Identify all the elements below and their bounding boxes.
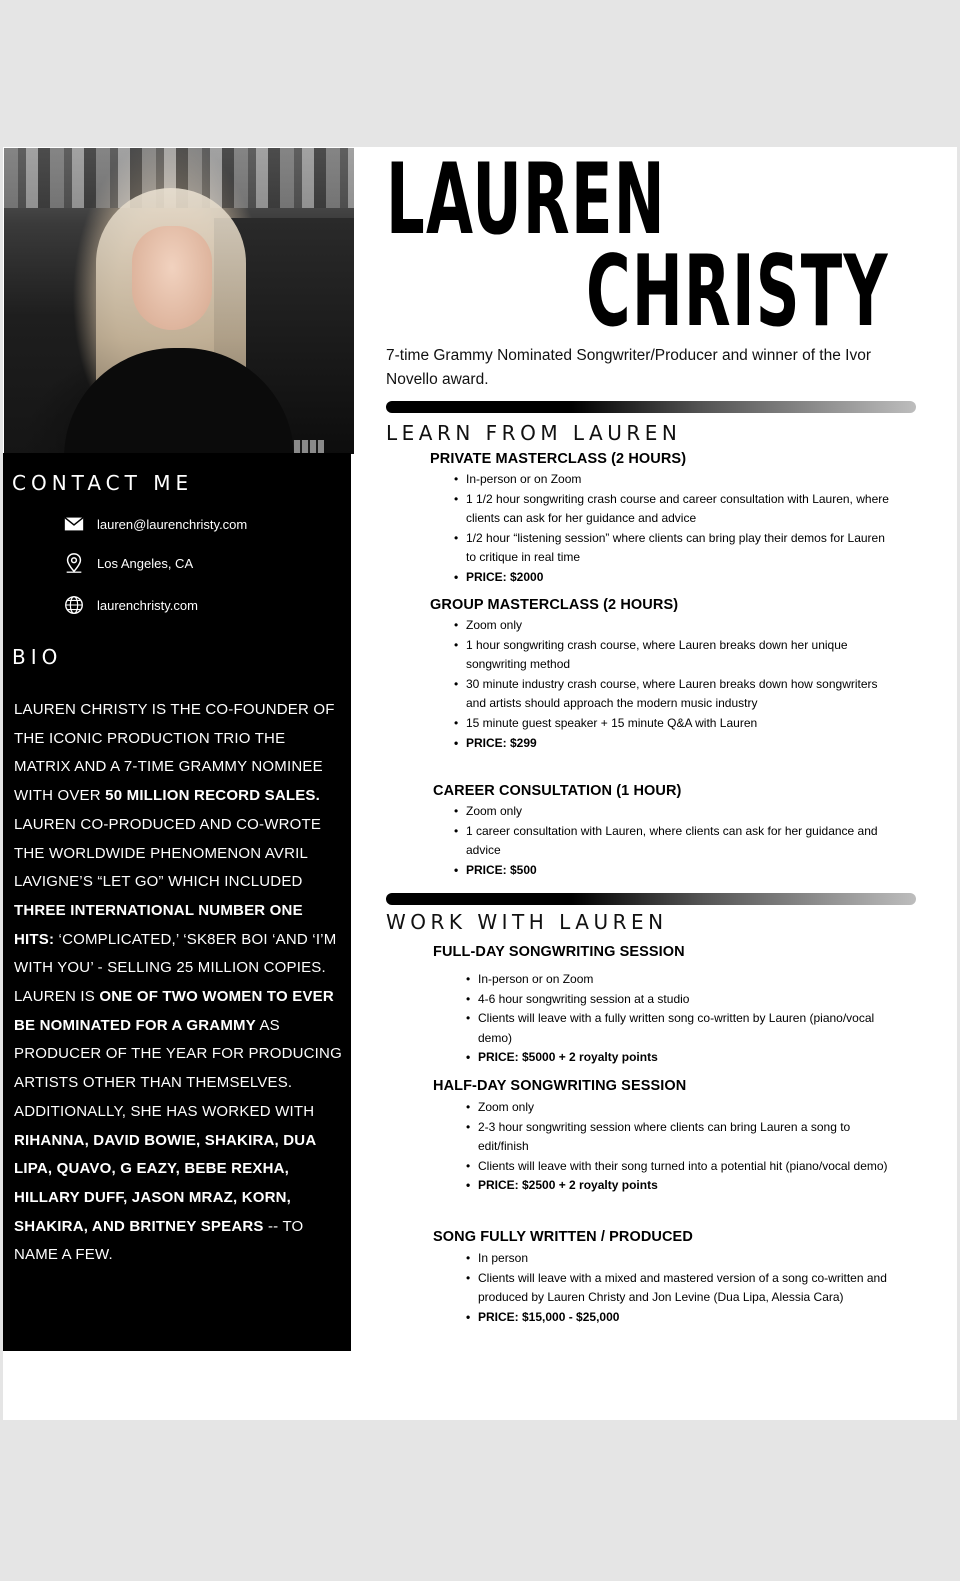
contact-email[interactable]: lauren@laurenchristy.com bbox=[97, 516, 248, 532]
offer-title: HALF-DAY SONGWRITING SESSION bbox=[433, 1078, 687, 1094]
name-first: LAUREN bbox=[386, 143, 666, 257]
contact-website-row[interactable] bbox=[63, 594, 198, 616]
offer-title: SONG FULLY WRITTEN / PRODUCED bbox=[433, 1229, 693, 1245]
tagline: 7-time Grammy Nominated Songwriter/Producer and winner of the Ivor Novello award. bbox=[386, 347, 872, 388]
list-item: • 4-6 hour songwriting session at a studio bbox=[478, 990, 893, 1010]
globe-icon bbox=[63, 594, 85, 616]
list-item: • Clients will leave with a fully written song co-written by Lauren (piano/vocal demo) bbox=[478, 1009, 893, 1048]
list-item: • Clients will leave with their song turned into a potential hit (piano/vocal demo) bbox=[478, 1157, 893, 1177]
list-item: • Zoom only bbox=[478, 1098, 893, 1118]
list-item: • 2-3 hour songwriting session where clients can bring Lauren a song to edit/finish bbox=[478, 1118, 893, 1157]
resume-page bbox=[3, 143, 957, 1420]
contact-heading: CONTACT ME bbox=[12, 471, 194, 495]
sidebar bbox=[3, 453, 351, 1351]
offer-group-masterclass bbox=[430, 597, 890, 753]
offer-career-consultation bbox=[433, 783, 893, 880]
contact-location: Los Angeles, CA bbox=[97, 555, 194, 571]
divider-bar bbox=[386, 893, 916, 905]
work-section-title: WORK WITH LAUREN bbox=[386, 910, 668, 934]
price: • PRICE: $2500 + 2 royalty points bbox=[478, 1176, 893, 1196]
price: • PRICE: $15,000 - $25,000 bbox=[478, 1308, 893, 1328]
list-item: • 15 minute guest speaker + 15 minute Q&A with Lauren bbox=[466, 714, 890, 734]
list-item: • In-person or on Zoom bbox=[478, 970, 893, 990]
price: • PRICE: $5000 + 2 royalty points bbox=[478, 1048, 893, 1068]
list-item: • 1/2 hour “listening session” where clients can bring play their demos for Lauren to critique in real time bbox=[466, 529, 890, 568]
offer-title: GROUP MASTERCLASS (2 HOURS) bbox=[430, 597, 679, 613]
portrait-photo bbox=[4, 148, 354, 454]
offer-song-fully-written bbox=[433, 1229, 893, 1327]
name-last: CHRISTY bbox=[586, 235, 889, 349]
offer-full-day-session bbox=[433, 944, 893, 1068]
price: • PRICE: $299 bbox=[466, 734, 890, 754]
offer-title: PRIVATE MASTERCLASS (2 HOURS) bbox=[430, 451, 687, 467]
list-item: • In-person or on Zoom bbox=[466, 470, 890, 490]
offer-title: CAREER CONSULTATION (1 HOUR) bbox=[433, 783, 682, 799]
offer-private-masterclass bbox=[430, 451, 890, 588]
price: • PRICE: $2000 bbox=[466, 568, 890, 588]
offer-half-day-session bbox=[433, 1078, 893, 1196]
contact-email-row[interactable] bbox=[63, 513, 247, 535]
bio-text: LAUREN CHRISTY IS THE CO-FOUNDER OF THE ICONIC PRODUCTION TRIO THE MATRIX AND A 7-TIME GRAMMY NOMINEE WITH OVER 50 MILLION RECORD SALES. LAUREN CO-PRODUCED AND CO-WROTE THE WORLDWIDE PHENOMENON AVRIL LAVIGNE’S “LET GO” WHICH INCLUDED THREE INTERNATIONAL NUMBER ONE HITS: ‘COMPLICATED,’ ‘SK8ER BOI ‘AND ‘I’M WITH YOU’ - SELLING 25 MILLION COPIES. LAUREN IS ONE OF TWO WOMEN TO EVER BE NOMINATED FOR A GRAMMY AS PRODUCER OF THE YEAR FOR PRODUCING ARTISTS OTHER THAN THEMSELVES. ADDITIONALLY, SHE HAS WORKED WITH RIHANNA, DAVID BOWIE, SHAKIRA, DUA LIPA, QUAVO, G EAZY, BEBE REXHA, HILLARY DUFF, JASON MRAZ, KORN, SHAKIRA, AND BRITNEY SPEARS -- TO NAME A FEW. bbox=[14, 701, 342, 1264]
list-item: • 1 hour songwriting crash course, where Lauren breaks down her unique songwriting method bbox=[466, 636, 890, 675]
list-item: • Zoom only bbox=[466, 802, 893, 822]
list-item: • Clients will leave with a mixed and mastered version of a song co-written and produced by Lauren Christy and Jon Levine (Dua Lipa, Alessia Cara) bbox=[478, 1269, 893, 1308]
list-item: • Zoom only bbox=[466, 616, 890, 636]
contact-website[interactable]: laurenchristy.com bbox=[97, 597, 198, 613]
list-item: • 1 career consultation with Lauren, where clients can ask for her guidance and advice bbox=[466, 822, 893, 861]
learn-section-title: LEARN FROM LAUREN bbox=[386, 421, 682, 445]
contact-location-row bbox=[63, 552, 193, 574]
bio-heading: BIO bbox=[12, 645, 63, 669]
list-item: • 30 minute industry crash course, where Lauren breaks down how songwriters and artists should approach the modern music industry bbox=[466, 675, 890, 714]
divider-bar bbox=[386, 401, 916, 413]
list-item: • 1 1/2 hour songwriting crash course and career consultation with Lauren, where clients can ask for her guidance and advice bbox=[466, 490, 890, 529]
list-item: • In person bbox=[478, 1249, 893, 1269]
location-pin-icon bbox=[63, 552, 85, 574]
offer-title: FULL-DAY SONGWRITING SESSION bbox=[433, 944, 685, 960]
price: • PRICE: $500 bbox=[466, 861, 893, 881]
mail-icon bbox=[63, 513, 85, 535]
